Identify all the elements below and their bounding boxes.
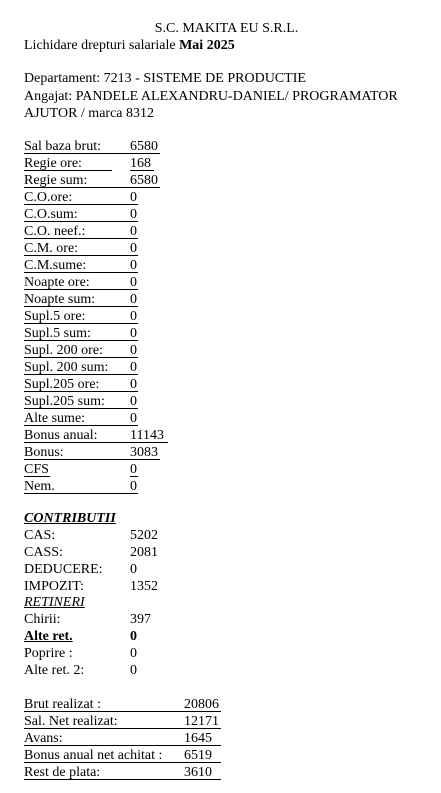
row-underline — [24, 323, 138, 324]
row-underline — [24, 238, 138, 239]
total-label: Brut realizat : — [24, 697, 101, 712]
value-underline — [130, 170, 154, 171]
value-underline — [130, 476, 138, 477]
row-underline — [24, 187, 160, 188]
total-value: 6519 — [184, 748, 212, 763]
contribution-label: IMPOZIT: — [24, 579, 84, 594]
earnings-value: 11143 — [130, 428, 164, 443]
row-underline — [24, 425, 138, 426]
row-underline — [24, 745, 221, 746]
contribution-value: 0 — [130, 562, 137, 577]
earnings-label: Supl.205 ore: — [24, 377, 100, 392]
earnings-label: C.O.ore: — [24, 190, 73, 205]
row-underline — [24, 204, 138, 205]
contribution-label: CAS: — [24, 528, 56, 543]
row-underline — [24, 711, 221, 712]
earnings-value: 0 — [130, 207, 137, 222]
row-underline — [24, 728, 221, 729]
pay-period: Mai 2025 — [179, 38, 235, 53]
contribution-value: 2081 — [130, 545, 158, 560]
department-line: Departament: 7213 - SISTEME DE PRODUCTIE — [24, 71, 306, 86]
total-value: 20806 — [184, 697, 219, 712]
row-underline — [24, 442, 168, 443]
earnings-label: Supl.5 ore: — [24, 309, 86, 324]
earnings-value: 0 — [130, 292, 137, 307]
earnings-label: Supl.5 sum: — [24, 326, 91, 341]
earnings-label: Noapte sum: — [24, 292, 96, 307]
earnings-value: 0 — [130, 309, 137, 324]
deduction-label: Poprire : — [24, 646, 73, 661]
deduction-value: 0 — [130, 646, 137, 661]
earnings-label: Regie ore: — [24, 156, 82, 171]
earnings-value: 0 — [130, 479, 137, 494]
deduction-value: 0 — [130, 663, 137, 678]
earnings-value: 0 — [130, 343, 137, 358]
row-underline — [24, 391, 138, 392]
earnings-value: 0 — [130, 326, 137, 341]
earnings-value: 0 — [130, 360, 137, 375]
earnings-label: C.M. ore: — [24, 241, 79, 256]
earnings-label: Bonus anual: — [24, 428, 98, 443]
earnings-value: 0 — [130, 241, 137, 256]
earnings-value: 6580 — [130, 173, 158, 188]
row-underline — [24, 153, 160, 154]
total-label: Sal. Net realizat: — [24, 714, 118, 729]
deduction-value: 0 — [130, 629, 137, 644]
row-underline — [24, 289, 138, 290]
deduction-value: 397 — [130, 612, 151, 627]
earnings-value: 168 — [130, 156, 151, 171]
earnings-label: Nem. — [24, 479, 55, 494]
earnings-value: 0 — [130, 190, 137, 205]
total-label: Rest de plata: — [24, 765, 101, 780]
deduction-label: Chirii: — [24, 612, 61, 627]
contribution-value: 1352 — [130, 579, 158, 594]
row-underline — [24, 272, 138, 273]
label-underline — [24, 476, 50, 477]
earnings-label: C.O. neef.: — [24, 224, 86, 239]
contribution-label: CASS: — [24, 545, 63, 560]
earnings-value: 3083 — [130, 445, 158, 460]
row-underline — [24, 374, 138, 375]
contribution-label: DEDUCERE: — [24, 562, 103, 577]
company-name: S.C. MAKITA EU S.R.L. — [154, 21, 299, 36]
row-underline — [24, 762, 221, 763]
earnings-label: Supl.205 sum: — [24, 394, 105, 409]
deduction-label: Alte ret. — [24, 629, 73, 644]
earnings-value: 0 — [130, 377, 137, 392]
earnings-label: Regie sum: — [24, 173, 88, 188]
earnings-label: C.O.sum: — [24, 207, 78, 222]
document-title — [24, 37, 235, 54]
earnings-value: 0 — [130, 394, 137, 409]
earnings-label: Supl. 200 ore: — [24, 343, 103, 358]
deductions-heading: RETINERI — [24, 595, 85, 610]
earnings-value: 0 — [130, 462, 137, 477]
row-underline — [24, 459, 160, 460]
total-value: 12171 — [184, 714, 219, 729]
earnings-value: 0 — [130, 411, 137, 426]
row-underline — [24, 340, 138, 341]
row-underline — [24, 779, 221, 780]
earnings-label: C.M.sume: — [24, 258, 87, 273]
row-underline — [24, 408, 138, 409]
total-label: Avans: — [24, 731, 63, 746]
row-underline — [24, 255, 138, 256]
employee-line: Angajat: PANDELE ALEXANDRU-DANIEL/ PROGRAMATOR — [24, 89, 398, 104]
title-prefix: Lichidare drepturi salariale — [24, 38, 176, 53]
total-label: Bonus anual net achitat : — [24, 748, 163, 763]
earnings-label: Bonus: — [24, 445, 64, 460]
row-underline — [24, 357, 138, 358]
row-underline — [24, 221, 138, 222]
earnings-label: Supl. 200 sum: — [24, 360, 109, 375]
earnings-label: Alte sume: — [24, 411, 86, 426]
total-value: 1645 — [184, 731, 212, 746]
row-underline — [24, 493, 138, 494]
earnings-label: Noapte ore: — [24, 275, 90, 290]
contributions-heading: CONTRIBUTII — [24, 511, 116, 526]
earnings-value: 6580 — [130, 139, 158, 154]
row-underline — [24, 306, 138, 307]
contribution-value: 5202 — [130, 528, 158, 543]
earnings-label: Sal baza brut: — [24, 139, 101, 154]
earnings-value: 0 — [130, 224, 137, 239]
total-value: 3610 — [184, 765, 212, 780]
earnings-value: 0 — [130, 258, 137, 273]
employee-line-cont: AJUTOR / marca 8312 — [24, 106, 154, 121]
earnings-label: CFS — [24, 462, 49, 477]
earnings-value: 0 — [130, 275, 137, 290]
deduction-label: Alte ret. 2: — [24, 663, 85, 678]
row-underline — [24, 170, 112, 171]
